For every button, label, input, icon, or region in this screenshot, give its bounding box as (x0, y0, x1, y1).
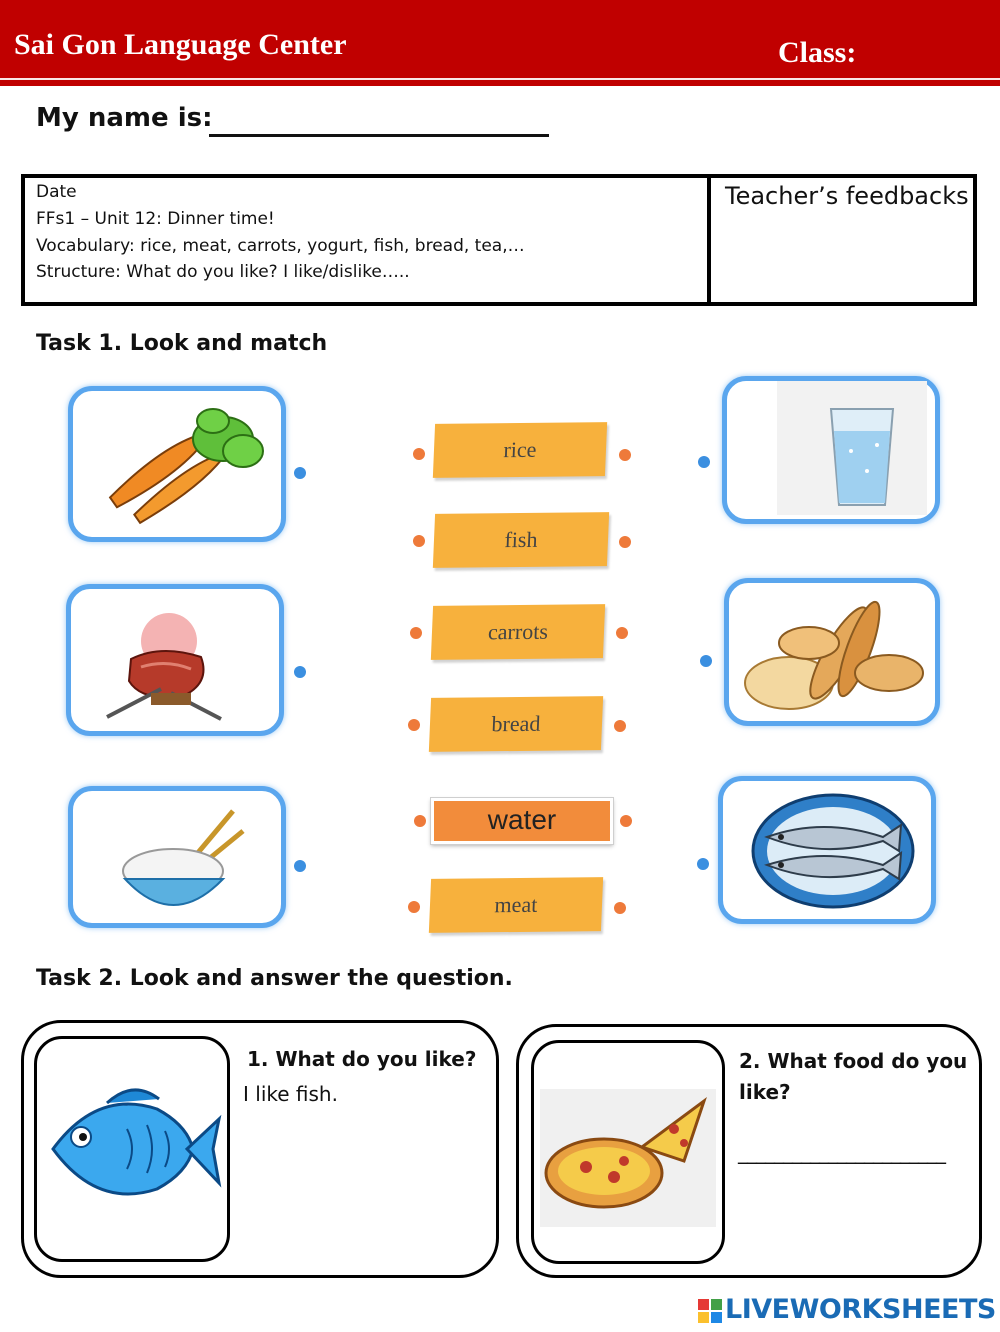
word-dot-left-meat[interactable] (408, 901, 420, 913)
match-dot-carrot[interactable] (294, 467, 306, 479)
teacher-feedback-label: Teacher’s feedbacks (725, 182, 969, 210)
info-unit: FFs1 – Unit 12: Dinner time! (36, 209, 275, 229)
word-dot-left-water[interactable] (414, 815, 426, 827)
school-name: Sai Gon Language Center (14, 28, 347, 61)
word-dot-left-rice[interactable] (413, 448, 425, 460)
word-fish[interactable]: fish (433, 512, 609, 568)
word-dot-left-bread[interactable] (408, 719, 420, 731)
match-dot-bread[interactable] (700, 655, 712, 667)
info-table-divider (707, 174, 711, 306)
class-label: Class: (778, 36, 857, 69)
card-bread (724, 578, 940, 726)
word-dot-right-bread[interactable] (614, 720, 626, 732)
word-dot-right-fish[interactable] (619, 536, 631, 548)
word-dot-right-water[interactable] (620, 815, 632, 827)
task2-answer1[interactable]: I like fish. (243, 1082, 338, 1106)
info-vocabulary: Vocabulary: rice, meat, carrots, yogurt, fish, bread, tea,… (36, 236, 525, 256)
carrot-icon (73, 391, 281, 537)
bread-icon (729, 583, 935, 721)
word-meat[interactable]: meat (429, 877, 603, 933)
name-label: My name is: (36, 103, 213, 133)
name-input-line[interactable] (209, 134, 549, 137)
task2-question1-image-frame (34, 1036, 230, 1262)
meat-icon (71, 589, 279, 731)
task2-title: Task 2. Look and answer the question. (36, 966, 513, 991)
match-dot-water[interactable] (698, 456, 710, 468)
water-glass-icon (727, 381, 935, 519)
word-bread[interactable]: bread (429, 696, 603, 752)
card-carrot (68, 386, 286, 542)
task2-answer2-blank[interactable]: _______________________ (738, 1140, 945, 1164)
card-meat (66, 584, 284, 736)
match-dot-rice[interactable] (294, 860, 306, 872)
word-water[interactable]: water (431, 798, 613, 844)
liveworksheets-brand: LIVEWORKSHEETS (725, 1294, 996, 1325)
task2-question2 (739, 1046, 967, 1108)
word-dot-left-fish[interactable] (413, 535, 425, 547)
task2-question2-line2: like? (739, 1080, 791, 1104)
task1-title: Task 1. Look and match (36, 331, 328, 356)
info-date: Date (36, 182, 77, 202)
fish-plate-icon (723, 781, 931, 919)
info-structure: Structure: What do you like? I like/dislike….. (36, 262, 410, 282)
task2-question2-image-frame (531, 1040, 725, 1264)
header-rule (0, 78, 1000, 80)
card-water (722, 376, 940, 524)
word-dot-right-rice[interactable] (619, 449, 631, 461)
word-dot-right-carrots[interactable] (616, 627, 628, 639)
card-rice (68, 786, 286, 928)
blue-fish-icon (37, 1039, 227, 1259)
word-dot-right-meat[interactable] (614, 902, 626, 914)
card-fish (718, 776, 936, 924)
word-carrots[interactable]: carrots (431, 604, 605, 660)
rice-bowl-icon (73, 791, 281, 923)
word-rice[interactable]: rice (433, 422, 607, 478)
match-dot-meat[interactable] (294, 666, 306, 678)
word-dot-left-carrots[interactable] (410, 627, 422, 639)
task2-question1: 1. What do you like? (247, 1047, 477, 1071)
pizza-icon (534, 1043, 722, 1261)
match-dot-fish[interactable] (697, 858, 709, 870)
task2-question2-line1: 2. What food do you (739, 1049, 968, 1073)
liveworksheets-logo-icon (698, 1299, 722, 1323)
